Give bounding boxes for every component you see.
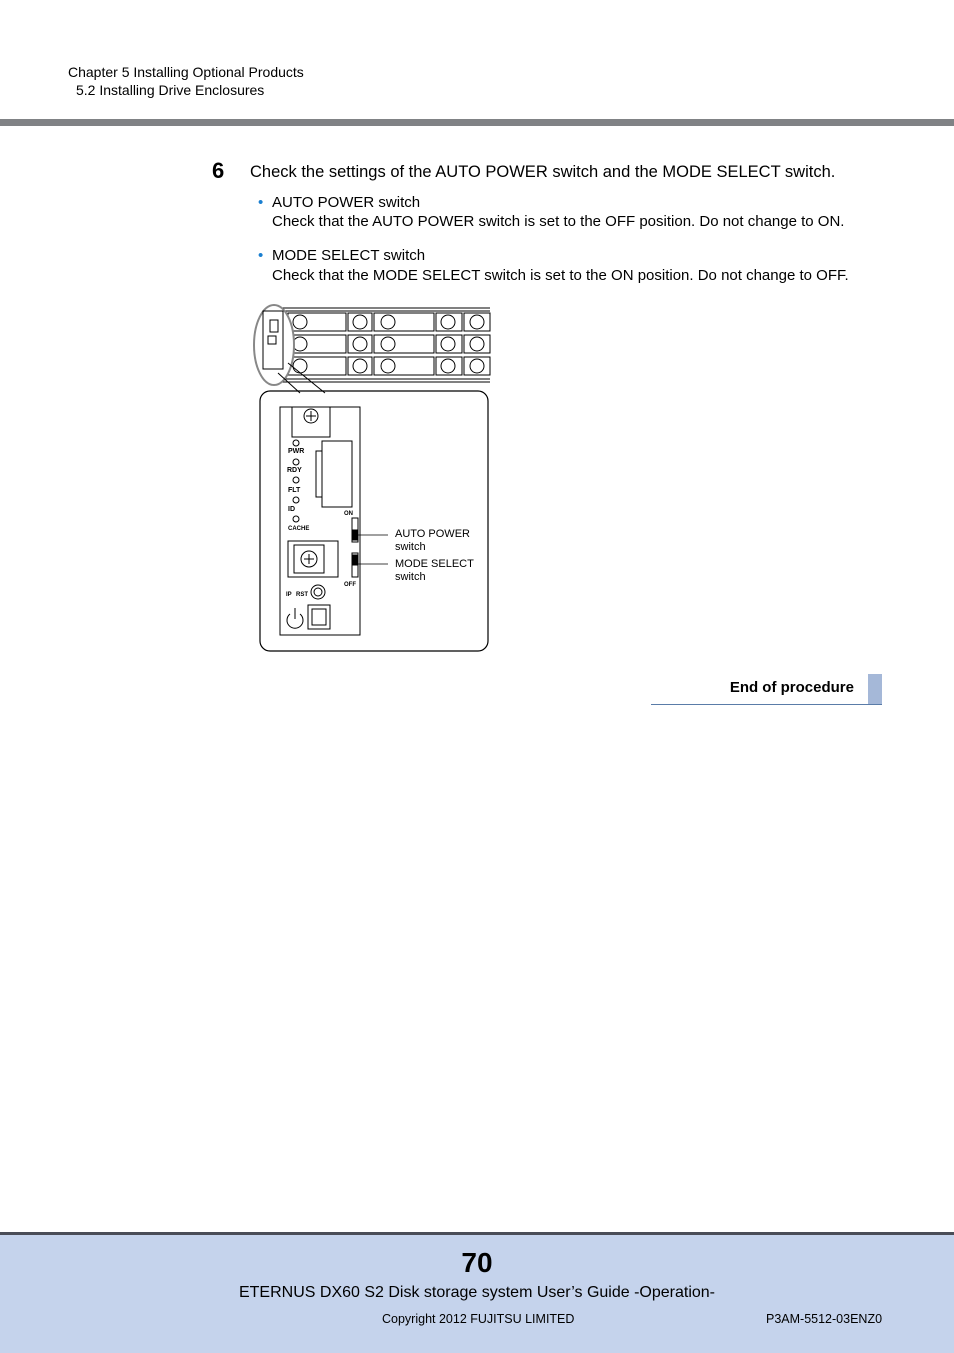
bullet-title-mode-select: MODE SELECT switch (272, 247, 426, 264)
ip-label: IP (286, 592, 292, 598)
copyright: Copyright 2012 FUJITSU LIMITED (382, 1312, 575, 1326)
document-id: P3AM-5512-03ENZ0 (766, 1312, 883, 1326)
callout-mode-select-label: MODE SELECT (395, 558, 474, 570)
step-instruction: Check the settings of the AUTO POWER switch and the MODE SELECT switch. (250, 163, 836, 181)
bullet-detail-mode-select: Check that the MODE SELECT switch is set to the ON position. Do not change to OFF. (272, 267, 849, 284)
header-divider (0, 119, 954, 126)
callout-mode-select-switch: switch (395, 571, 426, 583)
led-label-flt: FLT (288, 487, 301, 494)
controller-figure (250, 303, 495, 655)
led-label-id: ID (288, 506, 295, 513)
page-number: 70 (461, 1247, 493, 1278)
switch-state-off: OFF (344, 582, 356, 588)
section-title: 5.2 Installing Drive Enclosures (76, 82, 265, 98)
callout-auto-power-label: AUTO POWER (395, 528, 470, 540)
led-label-pwr: PWR (288, 448, 305, 455)
zoomed-controller-panel (260, 391, 488, 651)
callout-auto-power-switch: switch (395, 541, 426, 553)
callout-lines (358, 535, 388, 564)
bullet-detail-auto-power: Check that the AUTO POWER switch is set to the OFF position. Do not change to ON. (272, 213, 845, 230)
chapter-title: Chapter 5 Installing Optional Products (68, 64, 304, 80)
bullet-title-auto-power: AUTO POWER switch (272, 194, 421, 211)
rst-label: RST (296, 592, 308, 598)
document-title: ETERNUS DX60 S2 Disk storage system User’s Guide -Operation- (238, 1284, 715, 1301)
end-of-procedure (651, 674, 882, 705)
bullet-icon: • (258, 194, 264, 211)
bullet-icon: • (258, 247, 264, 264)
led-label-cache: CACHE (288, 526, 310, 532)
end-of-procedure-accent (868, 674, 882, 704)
step-number: 6 (212, 158, 225, 183)
page-footer (0, 1232, 954, 1353)
led-label-rdy: RDY (287, 467, 302, 474)
switch-state-on: ON (344, 511, 353, 517)
end-of-procedure-label: End of procedure (729, 679, 854, 696)
enclosure-rear-view (254, 305, 490, 393)
panel-labels (286, 448, 356, 598)
